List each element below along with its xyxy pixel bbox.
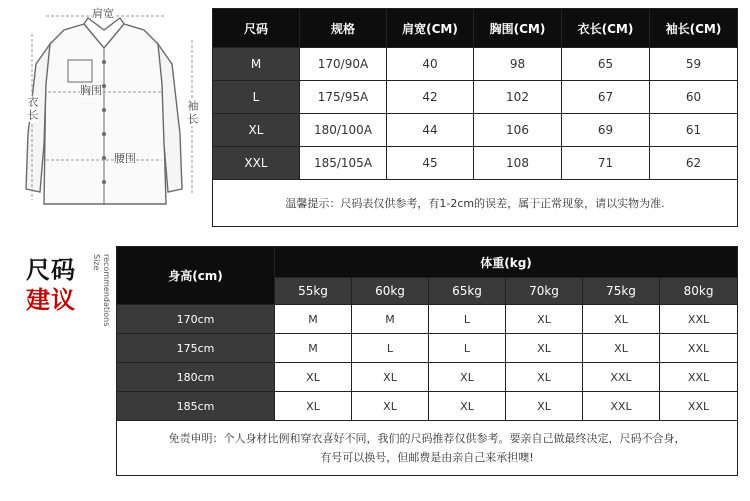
size-chart-note-row bbox=[213, 180, 738, 227]
size-chart-table bbox=[212, 8, 738, 227]
size-cell: XXL bbox=[660, 392, 738, 421]
size-cell: XL bbox=[352, 363, 429, 392]
size-cell: XL bbox=[213, 114, 300, 147]
size-cell: L bbox=[429, 334, 506, 363]
size-recommendation-table bbox=[116, 246, 738, 476]
size-cell: M bbox=[352, 305, 429, 334]
size-cell: XXL bbox=[583, 363, 660, 392]
recommendation-title-line2: 建议 bbox=[26, 286, 76, 314]
recommendation-title bbox=[26, 250, 121, 327]
disclaimer-line1: 免责申明：个人身材比例和穿衣喜好不同，我们的尺码推荐仅供参考。要亲自己做最终决定，尺码不合身， bbox=[168, 432, 686, 445]
recommendation-header-row bbox=[117, 247, 738, 278]
column-header-shoulder: 肩宽(CM) bbox=[387, 9, 474, 48]
disclaimer-row bbox=[117, 421, 738, 476]
table-row bbox=[213, 81, 738, 114]
size-cell: XL bbox=[429, 392, 506, 421]
shoulder-cell: 44 bbox=[387, 114, 474, 147]
height-cell: 185cm bbox=[117, 392, 275, 421]
waist-label: 腰围 bbox=[114, 152, 136, 165]
spec-cell: 180/100A bbox=[300, 114, 387, 147]
size-cell: XXL bbox=[660, 305, 738, 334]
size-cell: M bbox=[275, 334, 352, 363]
sleeve-cell: 62 bbox=[650, 147, 738, 180]
height-cell: 175cm bbox=[117, 334, 275, 363]
length-cell: 69 bbox=[562, 114, 650, 147]
size-chart-header-row bbox=[213, 9, 738, 48]
weight-column-80kg: 80kg bbox=[660, 278, 738, 305]
shoulder-label: 肩宽 bbox=[92, 7, 114, 20]
weight-column-65kg: 65kg bbox=[429, 278, 506, 305]
size-cell: XL bbox=[352, 392, 429, 421]
sleeve-cell: 61 bbox=[650, 114, 738, 147]
weight-column-60kg: 60kg bbox=[352, 278, 429, 305]
size-cell: XL bbox=[506, 363, 583, 392]
size-cell: XL bbox=[583, 305, 660, 334]
size-cell: M bbox=[213, 48, 300, 81]
table-row bbox=[117, 305, 738, 334]
table-row bbox=[213, 114, 738, 147]
length-cell: 71 bbox=[562, 147, 650, 180]
sleeve-label: 袖长 bbox=[186, 100, 199, 126]
table-row bbox=[117, 363, 738, 392]
weight-header: 体重(kg) bbox=[275, 247, 738, 278]
spec-cell: 175/95A bbox=[300, 81, 387, 114]
column-header-chest: 胸围(CM) bbox=[474, 9, 562, 48]
chest-cell: 98 bbox=[474, 48, 562, 81]
spec-cell: 170/90A bbox=[300, 48, 387, 81]
height-cell: 170cm bbox=[117, 305, 275, 334]
length-cell: 65 bbox=[562, 48, 650, 81]
size-cell: L bbox=[429, 305, 506, 334]
size-cell: XXL bbox=[660, 334, 738, 363]
size-cell: XXL bbox=[660, 363, 738, 392]
size-cell: XL bbox=[506, 305, 583, 334]
size-chart-note: 温馨提示：尺码表仅供参考，有1-2cm的误差，属于正常现象，请以实物为准. bbox=[213, 180, 738, 227]
shoulder-cell: 42 bbox=[387, 81, 474, 114]
spec-cell: 185/105A bbox=[300, 147, 387, 180]
table-row bbox=[213, 48, 738, 81]
size-cell: XXL bbox=[213, 147, 300, 180]
recommendation-title-en-size: Size bbox=[92, 254, 101, 271]
table-row bbox=[117, 334, 738, 363]
size-cell: XL bbox=[429, 363, 506, 392]
size-cell: XL bbox=[275, 363, 352, 392]
column-header-spec: 规格 bbox=[300, 9, 387, 48]
table-row bbox=[117, 392, 738, 421]
shoulder-cell: 40 bbox=[387, 48, 474, 81]
column-header-sleeve: 袖长(CM) bbox=[650, 9, 738, 48]
size-cell: XL bbox=[583, 334, 660, 363]
size-cell: XL bbox=[506, 392, 583, 421]
shoulder-cell: 45 bbox=[387, 147, 474, 180]
chest-cell: 106 bbox=[474, 114, 562, 147]
column-header-size: 尺码 bbox=[213, 9, 300, 48]
recommendation-title-line1: 尺码 bbox=[26, 256, 76, 284]
size-cell: XL bbox=[275, 392, 352, 421]
sleeve-cell: 59 bbox=[650, 48, 738, 81]
height-header: 身高(cm) bbox=[117, 247, 275, 305]
recommendation-title-en-recommendations: recommendations bbox=[102, 254, 111, 327]
weight-column-75kg: 75kg bbox=[583, 278, 660, 305]
chest-cell: 108 bbox=[474, 147, 562, 180]
length-cell: 67 bbox=[562, 81, 650, 114]
column-header-length: 衣长(CM) bbox=[562, 9, 650, 48]
weight-column-70kg: 70kg bbox=[506, 278, 583, 305]
size-cell: XXL bbox=[583, 392, 660, 421]
disclaimer-line2: 有号可以换号，但邮费是由亲自己来承担噢! bbox=[320, 451, 534, 464]
sleeve-cell: 60 bbox=[650, 81, 738, 114]
chest-label: 胸围 bbox=[80, 84, 102, 97]
weight-column-55kg: 55kg bbox=[275, 278, 352, 305]
size-cell: XL bbox=[506, 334, 583, 363]
length-label: 衣长 bbox=[26, 96, 39, 122]
size-cell: L bbox=[352, 334, 429, 363]
table-row bbox=[213, 147, 738, 180]
chest-cell: 102 bbox=[474, 81, 562, 114]
height-cell: 180cm bbox=[117, 363, 275, 392]
shirt-diagram bbox=[6, 4, 206, 214]
size-cell: L bbox=[213, 81, 300, 114]
disclaimer bbox=[117, 421, 738, 476]
size-cell: M bbox=[275, 305, 352, 334]
